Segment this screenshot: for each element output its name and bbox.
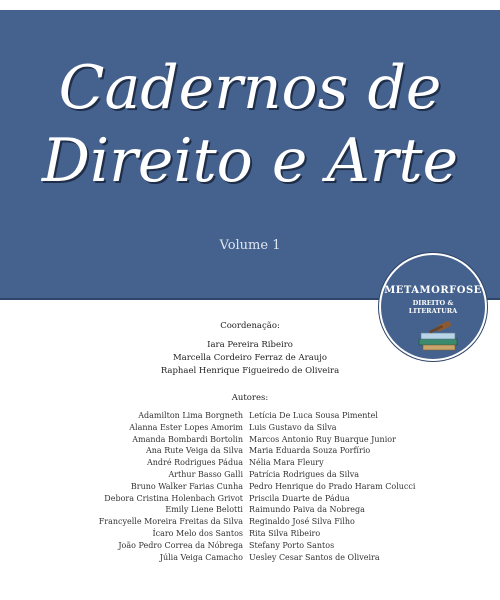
top-white-edge [0, 0, 500, 10]
authors-label [0, 392, 500, 405]
coordination-label [0, 320, 500, 333]
author-name: Letícia De Luca Sousa Pimentel [249, 411, 378, 420]
author-name: Francyelle Moreira Freitas da Silva [98, 517, 243, 527]
author-name: Bruno Walker Farias Cunha [130, 481, 243, 491]
volume-label: Volume 1 [219, 238, 281, 253]
author-name: Nélia Mara Fleury [249, 458, 324, 468]
authors-heading: Autores: [231, 393, 269, 403]
badge-subtitle-line-1: DIREITO & [412, 299, 454, 307]
author-name: Luis Gustavo da Silva [249, 422, 337, 432]
author-name: Adamilton Lima Borgneth [138, 411, 243, 420]
author-name: Rita Silva Ribeiro [249, 528, 321, 538]
author-name: Emily Liene Belotti [165, 505, 243, 515]
author-name: Debora Cristina Holenbach Grivot [104, 493, 243, 503]
authors-left-column [99, 410, 243, 563]
author-name: Arthur Basso Galli [168, 469, 243, 479]
coordinator-name: Raphael Henrique Figueiredo de Oliveira [160, 366, 340, 376]
badge-subtitle-line-2: LITERATURA [408, 307, 458, 315]
author-name: Júlia Veiga Camacho [159, 552, 243, 562]
authors-right-column [249, 410, 415, 563]
coordinators-list [0, 339, 500, 378]
coordination-heading: Coordenação: [220, 321, 280, 331]
author-name: Maria Eduarda Souza Porfírio [249, 446, 371, 456]
coordinator-name: Marcella Cordeiro Ferraz de Araujo [172, 353, 328, 363]
author-name: Priscila Duarte de Pádua [249, 493, 350, 503]
author-name: Ana Rute Veiga da Silva [146, 446, 243, 456]
author-name: Marcos Antonio Ruy Buarque Junior [249, 434, 396, 444]
author-name: Reginaldo José Silva Filho [249, 517, 355, 527]
cover-title-line-2: Direito e Arte [41, 126, 459, 196]
author-name: Amanda Bombardi Bortolin [132, 434, 243, 444]
author-name: João Pedro Correa da Nóbrega [118, 540, 243, 550]
coordinator-name: Iara Pereira Ribeiro [207, 340, 293, 350]
badge-subtitle [381, 299, 485, 315]
author-name: André Rodrigues Pádua [147, 458, 243, 468]
author-name: Alanna Ester Lopes Amorim [129, 422, 243, 432]
author-name: Uesley Cesar Santos de Oliveira [249, 552, 380, 562]
author-name: Ícaro Melo dos Santos [152, 528, 243, 538]
author-name: Patrícia Rodrigues da Silva [249, 469, 360, 479]
author-name: Raimundo Paiva da Nobrega [249, 505, 365, 515]
author-name: Pedro Henrique do Prado Haram Colucci [249, 481, 416, 491]
author-name: Stefany Porto Santos [249, 540, 335, 550]
badge-title: METAMORFOSE [384, 285, 482, 296]
cover-title-line-1: Cadernos de [58, 53, 442, 123]
